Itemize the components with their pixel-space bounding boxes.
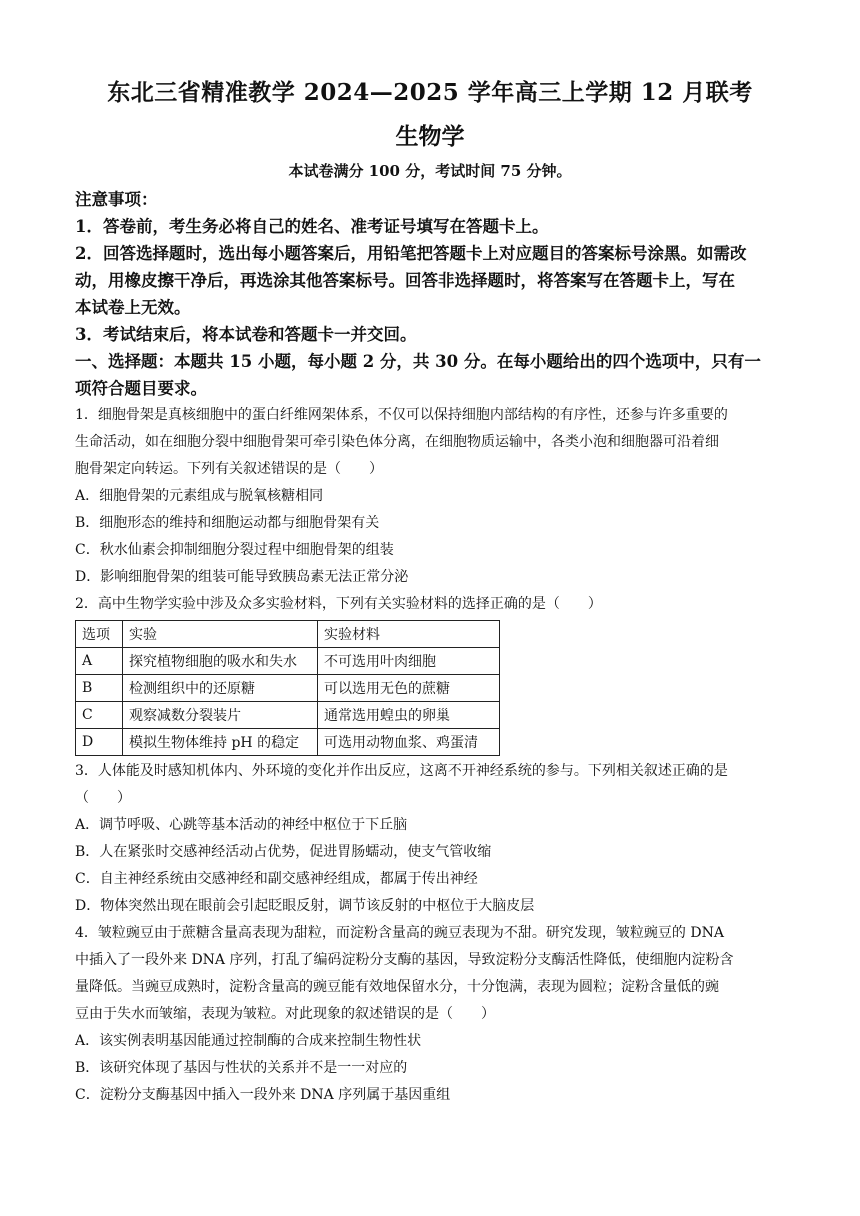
exam-subject: 生物学: [395, 123, 465, 150]
option-a: A．细胞骨架的元素组成与脱氧核糖相同: [75, 488, 324, 504]
table-header-cell: 实验: [123, 621, 318, 648]
exam-meta: 本试卷满分 100 分，考试时间 75 分钟。: [288, 162, 572, 180]
section-heading: 一、选择题：本题共 15 小题，每小题 2 分，共 30 分。在每小题给出的四个选项中，只有一: [75, 352, 761, 371]
question-1: [75, 402, 787, 591]
option-b: B．该研究体现了基因与性状的关系并不是一一对应的: [75, 1060, 408, 1076]
option-c: C．自主神经系统由交感神经和副交感神经组成，都属于传出神经: [75, 871, 478, 887]
notes-heading: 注意事项：: [75, 190, 158, 209]
table-cell: 模拟生物体维持 pH 的稳定: [123, 729, 318, 756]
notes-item: 3．考试结束后，将本试卷和答题卡一并交回。: [75, 325, 417, 344]
table-cell: A: [76, 648, 123, 675]
notes-item: 本试卷上无效。: [75, 298, 191, 317]
question-2: [75, 591, 787, 756]
table-header-cell: 实验材料: [318, 621, 500, 648]
table-cell: 可以选用无色的蔗糖: [318, 675, 500, 702]
table-cell: 通常选用蝗虫的卵巢: [318, 702, 500, 729]
table-header-row: [76, 621, 500, 648]
question-4: [75, 920, 787, 1109]
section-heading: 项符合题目要求。: [75, 379, 207, 398]
question-stem: （ ）: [75, 790, 131, 806]
table-cell: 可选用动物血浆、鸡蛋清: [318, 729, 500, 756]
table-cell: 探究植物细胞的吸水和失水: [123, 648, 318, 675]
question-stem: 豆由于失水而皱缩，表现为皱粒。对此现象的叙述错误的是（ ）: [75, 1006, 495, 1022]
table-cell: 不可选用叶肉细胞: [318, 648, 500, 675]
question-3: [75, 758, 787, 920]
table-cell: 检测组织中的还原糖: [123, 675, 318, 702]
question-stem: 3．人体能及时感知机体内、外环境的变化并作出反应，这离不开神经系统的参与。下列相关叙述正确的是: [75, 763, 728, 779]
option-d: D．影响细胞骨架的组装可能导致胰岛素无法正常分泌: [75, 569, 409, 585]
option-a: A．调节呼吸、心跳等基本活动的神经中枢位于下丘脑: [75, 817, 408, 833]
table-cell: B: [76, 675, 123, 702]
question-stem: 4．皱粒豌豆由于蔗糖含量高表现为甜粒，而淀粉含量高的豌豆表现为不甜。研究发现，皱粒豌豆的 DNA: [75, 925, 724, 941]
exam-title: 东北三省精准教学 2024—2025 学年高三上学期 12 月联考: [107, 79, 753, 106]
exam-content: [75, 186, 787, 1109]
question-stem: 胞骨架定向转运。下列有关叙述错误的是（ ）: [75, 461, 383, 477]
option-a: A．该实例表明基因能通过控制酶的合成来控制生物性状: [75, 1033, 422, 1049]
option-c: C．秋水仙素会抑制细胞分裂过程中细胞骨架的组装: [75, 542, 394, 558]
table-row: [76, 729, 500, 756]
option-b: B．细胞形态的维持和细胞运动都与细胞骨架有关: [75, 515, 380, 531]
table-row: [76, 702, 500, 729]
question-stem: 2．高中生物学实验中涉及众多实验材料，下列有关实验材料的选择正确的是（ ）: [75, 596, 602, 612]
table-row: [76, 648, 500, 675]
q2-table: [75, 620, 500, 756]
notes-item: 动，用橡皮擦干净后，再选涂其他答案标号。回答非选择题时，将答案写在答题卡上，写在: [75, 271, 735, 290]
option-c: C．淀粉分支酶基因中插入一段外来 DNA 序列属于基因重组: [75, 1087, 451, 1103]
table-row: [76, 675, 500, 702]
option-b: B．人在紧张时交感神经活动占优势，促进胃肠蠕动，使支气管收缩: [75, 844, 492, 860]
option-d: D．物体突然出现在眼前会引起眨眼反射，调节该反射的中枢位于大脑皮层: [75, 898, 535, 914]
table-header-cell: 选项: [76, 621, 123, 648]
question-stem: 中插入了一段外来 DNA 序列，打乱了编码淀粉分支酶的基因，导致淀粉分支酶活性降低，使细胞内淀粉含: [75, 952, 734, 968]
question-stem: 量降低。当豌豆成熟时，淀粉含量高的豌豆能有效地保留水分，十分饱满，表现为圆粒；淀粉含量低的豌: [75, 979, 719, 995]
table-cell: D: [76, 729, 123, 756]
table-cell: C: [76, 702, 123, 729]
question-stem: 生命活动，如在细胞分裂中细胞骨架可牵引染色体分离，在细胞物质运输中，各类小泡和细胞器可沿着细: [75, 434, 719, 450]
table-cell: 观察减数分裂装片: [123, 702, 318, 729]
question-stem: 1．细胞骨架是真核细胞中的蛋白纤维网架体系，不仅可以保持细胞内部结构的有序性，还参与许多重要的: [75, 407, 728, 423]
notes-item: 2．回答选择题时，选出每小题答案后，用铅笔把答题卡上对应题目的答案标号涂黑。如需改: [75, 244, 747, 263]
notes-item: 1．答卷前，考生务必将自己的姓名、准考证号填写在答题卡上。: [75, 217, 549, 236]
